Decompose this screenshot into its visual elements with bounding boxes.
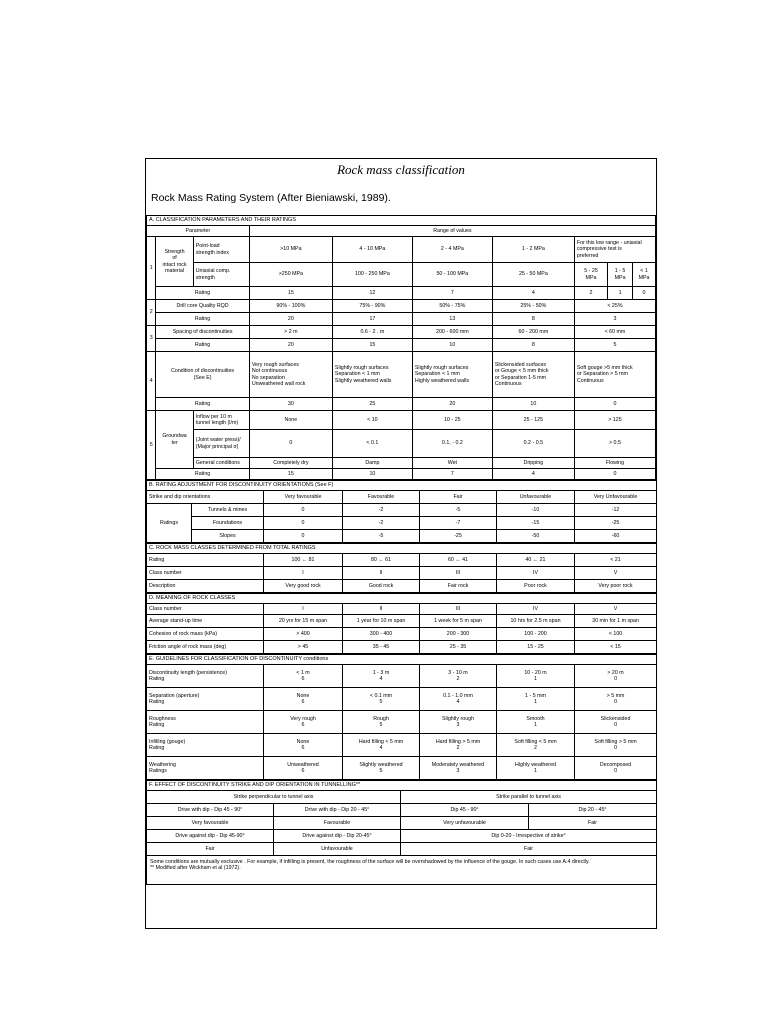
- cell: Slightly rough surfaces Separation < 1 mm Slightly weathered walls: [332, 352, 412, 398]
- cell: -7: [420, 517, 497, 530]
- cell: 20 yrs for 15 m span: [264, 615, 343, 628]
- cell: 4: [492, 287, 574, 300]
- section-e-table: [146, 654, 657, 780]
- cell: 100 - 250 MPa: [332, 263, 412, 287]
- cell: 75% - 90%: [332, 300, 412, 313]
- cell: Good rock: [343, 580, 420, 593]
- rating-label: Rating: [156, 339, 249, 352]
- cell: > 125: [574, 411, 655, 430]
- inflow-label: Inflow per 10 m tunnel length (l/m): [193, 411, 249, 430]
- cell: -60: [575, 530, 657, 543]
- notes: [147, 856, 657, 885]
- cell: < 0.1 mm 5: [343, 688, 420, 711]
- cell: 25 - 35: [420, 641, 497, 654]
- cell: Fair: [420, 491, 497, 504]
- cell: Unweathered 6: [264, 757, 343, 780]
- cell: 2: [574, 287, 607, 300]
- cell: 10 hrs for 2.5 m span: [497, 615, 575, 628]
- cell: 0: [264, 517, 343, 530]
- cell: 40 ← 21: [497, 554, 575, 567]
- cell: 1 - 3 m 4: [343, 665, 420, 688]
- cell: > 0.5: [574, 430, 655, 458]
- section-a-heading: A. CLASSIFICATION PARAMETERS AND THEIR RATINGS: [147, 216, 656, 226]
- row-label: Class number: [147, 604, 264, 615]
- cell: IV: [497, 604, 575, 615]
- cell: V: [575, 567, 657, 580]
- spacing-label: Spacing of discontinuities: [156, 326, 249, 339]
- cell: 15: [332, 339, 412, 352]
- cell: Poor rock: [497, 580, 575, 593]
- cell: 20: [249, 313, 332, 326]
- cell: < 1 m 6: [264, 665, 343, 688]
- cell: Hard filling < 5 mm 4: [343, 734, 420, 757]
- cell: 10: [332, 469, 412, 480]
- cell: < 25%: [574, 300, 655, 313]
- cell: Slightly weathered 5: [343, 757, 420, 780]
- cell: II: [343, 604, 420, 615]
- cell: Very rough surfaces Not continuous No separation Unweathered wall rock: [249, 352, 332, 398]
- uniaxial-label: Uniaxial comp. strength: [193, 263, 249, 287]
- row-label: Tunnels & mines: [192, 504, 264, 517]
- cell: 100 ← 81: [264, 554, 343, 567]
- cell: < 1 MPa: [633, 263, 656, 287]
- cell: 4: [492, 469, 574, 480]
- row-label: Rating: [147, 554, 264, 567]
- cell: 1 year for 10 m span: [343, 615, 420, 628]
- param-number: 2: [147, 300, 156, 326]
- cell: Slightly rough 3: [420, 711, 497, 734]
- section-d-heading: D. MEANING OF ROCK CLASSES: [147, 594, 657, 604]
- cell: 1 - 5 mm 1: [497, 688, 575, 711]
- cell: -5: [420, 504, 497, 517]
- note-2: ** Modified after Wickham et al (1972).: [150, 865, 241, 872]
- section-d-table: [146, 593, 657, 654]
- cell: 15: [249, 469, 332, 480]
- point-load-label: Point-load strength index: [193, 237, 249, 263]
- cell: V: [575, 604, 657, 615]
- cell: Dip 20 - 45°: [529, 804, 657, 817]
- general-conditions-label: General conditions: [193, 458, 249, 469]
- rating-label: Rating: [156, 313, 249, 326]
- cell: < 15: [575, 641, 657, 654]
- cell: Drive against dip - Dip 45-90°: [147, 830, 274, 843]
- cell: Dip 45 - 90°: [401, 804, 529, 817]
- cell: < 60 mm: [574, 326, 655, 339]
- cell: 300 - 400: [343, 628, 420, 641]
- cell: 15 - 25: [497, 641, 575, 654]
- cell: 0.1, - 0.2: [412, 430, 492, 458]
- cell: Very rough 6: [264, 711, 343, 734]
- classification-document: [145, 158, 657, 929]
- cell: Rough 5: [343, 711, 420, 734]
- cell: 100 - 200: [497, 628, 575, 641]
- ratings-label: Ratings: [147, 504, 192, 543]
- cell: II: [343, 567, 420, 580]
- cell: Very Unfavourable: [575, 491, 657, 504]
- cell: 4 - 10 MPa: [332, 237, 412, 263]
- strike-dip-label: Strike and dip orientations: [147, 491, 264, 504]
- cell: Fair: [147, 843, 274, 856]
- param-number: 1: [147, 237, 156, 300]
- cell: 1 week for 5 m span: [420, 615, 497, 628]
- section-a-table: [146, 215, 656, 480]
- cell: 80 ← 61: [343, 554, 420, 567]
- cell: 0: [264, 530, 343, 543]
- cell: 25: [332, 398, 412, 411]
- cell: Very poor rock: [575, 580, 657, 593]
- cell: III: [420, 604, 497, 615]
- row-label: Friction angle of rock mass (deg): [147, 641, 264, 654]
- cell: < 10: [332, 411, 412, 430]
- rating-label: Rating: [156, 398, 249, 411]
- row-label: Discontinuity length (persistence) Rating: [147, 665, 264, 688]
- cell: Very favourable: [264, 491, 343, 504]
- cell: Completely dry: [249, 458, 332, 469]
- cell: 1 - 5 MPa: [608, 263, 633, 287]
- cell: 60 ← 41: [420, 554, 497, 567]
- cell: < 100: [575, 628, 657, 641]
- row-label: Class number: [147, 567, 264, 580]
- section-c-table: [146, 543, 657, 593]
- cell: 7: [412, 469, 492, 480]
- cell: 10 - 25: [412, 411, 492, 430]
- cell: 10 - 20 m 1: [497, 665, 575, 688]
- cell: 0.1 - 1.0 mm 4: [420, 688, 497, 711]
- cell: 2 - 4 MPa: [412, 237, 492, 263]
- cell: Favourable: [274, 817, 401, 830]
- cell: 30 min for 1 m span: [575, 615, 657, 628]
- cell: Very unfavourable: [401, 817, 529, 830]
- cell: 90% - 100%: [249, 300, 332, 313]
- cell: III: [420, 567, 497, 580]
- cell: Damp: [332, 458, 412, 469]
- cell: Slickensided 0: [575, 711, 657, 734]
- cell: Highly weathered 1: [497, 757, 575, 780]
- rating-label: Rating: [156, 287, 249, 300]
- cell: 3: [574, 313, 655, 326]
- cell: Flowing: [574, 458, 655, 469]
- param-number: 3: [147, 326, 156, 352]
- cell: < 21: [575, 554, 657, 567]
- cell: Dip 0-20 - Irrespective of strike°: [401, 830, 657, 843]
- cell: None 6: [264, 734, 343, 757]
- cell: 13: [412, 313, 492, 326]
- cell: 0: [264, 504, 343, 517]
- cell: 1: [608, 287, 633, 300]
- cell: 20: [412, 398, 492, 411]
- cell: 10: [492, 398, 574, 411]
- section-c-heading: C. ROCK MASS CLASSES DETERMINED FROM TOTAL RATINGS: [147, 544, 657, 554]
- cell: -50: [497, 530, 575, 543]
- cell: 5: [574, 339, 655, 352]
- cell: 0: [574, 398, 655, 411]
- strength-label: Strength of intact rock material: [156, 237, 193, 287]
- cell: 8: [492, 313, 574, 326]
- cell: 200 - 600 mm: [412, 326, 492, 339]
- cell: Very favourable: [147, 817, 274, 830]
- row-label: Description: [147, 580, 264, 593]
- cell: Moderately weathered 3: [420, 757, 497, 780]
- cell: Favourable: [343, 491, 420, 504]
- cell: 12: [332, 287, 412, 300]
- row-label: Slopes: [192, 530, 264, 543]
- cell: None 6: [264, 688, 343, 711]
- cell: Wet: [412, 458, 492, 469]
- cell: 60 - 200 mm: [492, 326, 574, 339]
- cell: IV: [497, 567, 575, 580]
- cell: 20: [249, 339, 332, 352]
- cell: < 0.1: [332, 430, 412, 458]
- cell: Drive with dip - Dip 45 - 90°: [147, 804, 274, 817]
- section-f-table: [146, 780, 657, 885]
- cell: Hard filling > 5 mm 2: [420, 734, 497, 757]
- cell: -25: [420, 530, 497, 543]
- cell: > 45: [264, 641, 343, 654]
- cell: 0: [574, 469, 655, 480]
- cell: 0: [633, 287, 656, 300]
- cell: 8: [492, 339, 574, 352]
- cell: Unfavourable: [497, 491, 575, 504]
- pressure-ratio-label: (Joint water press)/ (Major principal σ): [193, 430, 249, 458]
- cell: 3 - 10 m 2: [420, 665, 497, 688]
- param-number: 4: [147, 352, 156, 411]
- cell: 25 - 50 MPa: [492, 263, 574, 287]
- cell: Smooth 1: [497, 711, 575, 734]
- cell: Fair rock: [420, 580, 497, 593]
- cell: 50% - 75%: [412, 300, 492, 313]
- cell: > 2 m: [249, 326, 332, 339]
- cell: 15: [249, 287, 332, 300]
- cell: 0.2 - 0.5: [492, 430, 574, 458]
- document-subtitle: Rock Mass Rating System (After Bieniawski, 1989).: [151, 192, 391, 204]
- cell: 0.6 - 2 . m: [332, 326, 412, 339]
- cell: I: [264, 567, 343, 580]
- cell: -2: [343, 504, 420, 517]
- cell: -12: [575, 504, 657, 517]
- cell: 35 - 45: [343, 641, 420, 654]
- cell: -2: [343, 517, 420, 530]
- cell: Unfavourable: [274, 843, 401, 856]
- row-label: Cohesion of rock mass (kPa): [147, 628, 264, 641]
- cell: Drive with dip - Dip 20 - 45°: [274, 804, 401, 817]
- cell: 25% - 50%: [492, 300, 574, 313]
- row-label: Weathering Ratings: [147, 757, 264, 780]
- row-label: Infilling (gouge) Rating: [147, 734, 264, 757]
- cell: 50 - 100 MPa: [412, 263, 492, 287]
- cell: 10: [412, 339, 492, 352]
- section-b-table: [146, 480, 657, 543]
- rqd-label: Drill core Quality RQD: [156, 300, 249, 313]
- cell: Soft filling < 5 mm 2: [497, 734, 575, 757]
- column-range: Range of values: [249, 226, 655, 237]
- cell: >250 MPa: [249, 263, 332, 287]
- cell: 7: [412, 287, 492, 300]
- cell: Very good rock: [264, 580, 343, 593]
- cell: None: [249, 411, 332, 430]
- column-parameter: Parameter: [147, 226, 250, 237]
- cell: Decomposed 0: [575, 757, 657, 780]
- rating-label: Rating: [156, 469, 249, 480]
- strike-perpendicular-label: Strike perpendicular to tunnel axis: [147, 791, 401, 804]
- cell: Fair: [529, 817, 657, 830]
- row-label: Roughness Rating: [147, 711, 264, 734]
- cell: Soft filling > 5 mm 0: [575, 734, 657, 757]
- cell: > 20 m 0: [575, 665, 657, 688]
- groundwater-label: Groundwa ter: [156, 411, 193, 469]
- cell: 5 - 25 MPa: [574, 263, 607, 287]
- cell: >10 MPa: [249, 237, 332, 263]
- cell: 17: [332, 313, 412, 326]
- section-b-heading: B. RATING ADJUSTMENT FOR DISCONTINUITY ORIENTATIONS (See F): [147, 481, 657, 491]
- cell: > 400: [264, 628, 343, 641]
- param-number: 5: [147, 411, 156, 480]
- low-range-note: For this low range - uniaxial compressive test is preferred: [574, 237, 655, 263]
- cell: 0: [249, 430, 332, 458]
- section-f-heading: F. EFFECT OF DISCONTINUITY STRIKE AND DIP ORIENTATION IN TUNNELLING**: [147, 781, 657, 791]
- cell: 1 - 2 MPa: [492, 237, 574, 263]
- cell: -5: [343, 530, 420, 543]
- cell: 25 - 125: [492, 411, 574, 430]
- cell: Dripping: [492, 458, 574, 469]
- cell: Drive against dip - Dip 20-45°: [274, 830, 401, 843]
- cell: -25: [575, 517, 657, 530]
- section-e-heading: E. GUIDELINES FOR CLASSIFICATION OF DISCONTINUITY conditions: [147, 655, 657, 665]
- note-1: Some conditions are mutually exclusive . For example, if infilling is present, the roughness of the surface will be overshadowed by the influence of the gouge. In such cases use A.4 directly.: [150, 859, 590, 865]
- cell: Slickensided surfaces or Gouge < 5 mm thick or Separation 1-5 mm Continuous: [492, 352, 574, 398]
- document-title: Rock mass classification: [337, 162, 465, 177]
- cell: -10: [497, 504, 575, 517]
- row-label: Average stand-up time: [147, 615, 264, 628]
- cell: > 5 mm 0: [575, 688, 657, 711]
- cell: 200 - 300: [420, 628, 497, 641]
- row-label: Foundations: [192, 517, 264, 530]
- cell: Slightly rough surfaces Separation < 1 mm Highly weathered walls: [412, 352, 492, 398]
- cell: Soft gouge >5 mm thick or Separation > 5 mm Continuous: [574, 352, 655, 398]
- row-label: Separation (aperture) Rating: [147, 688, 264, 711]
- cell: Fair: [401, 843, 657, 856]
- cell: 30: [249, 398, 332, 411]
- strike-parallel-label: Strike parallel to tunnel axis: [401, 791, 657, 804]
- cell: -15: [497, 517, 575, 530]
- condition-label: Condition of discontinuities (See E): [156, 352, 249, 398]
- cell: I: [264, 604, 343, 615]
